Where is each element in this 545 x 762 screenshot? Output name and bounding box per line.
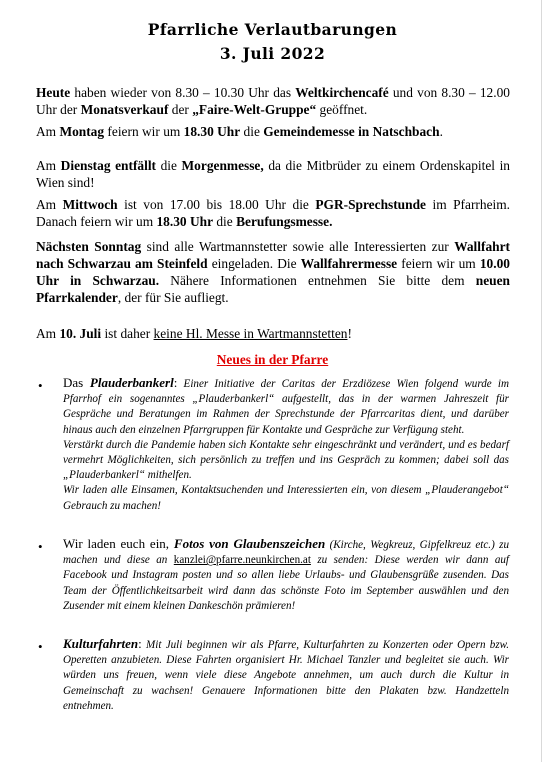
bullet-icon: • [38, 539, 43, 554]
text-bold: Berufungsmesse. [236, 214, 333, 229]
text: Am [36, 197, 63, 212]
text: Das [63, 375, 90, 390]
paragraph-wallfahrt [36, 238, 510, 306]
text-bold: Plauderbankerl [89, 375, 174, 390]
text: eingeladen. Die [207, 256, 301, 271]
text-bold: 10.00 Uhr in Schwarzau. [36, 256, 510, 288]
text: Am [36, 326, 60, 341]
section-heading: Neues in der Pfarre [216, 352, 329, 367]
text: : [173, 375, 178, 390]
text-bold: Nächsten Sonntag [36, 239, 142, 254]
text-bold: neuen Pfarrkalender [36, 273, 510, 305]
text: Wir laden euch ein, [63, 536, 174, 551]
text-bold: Wallfahrt nach Schwarzau am Steinfeld [36, 239, 510, 271]
text: und von 8.30 – 12.00 Uhr der [36, 85, 510, 117]
text: Einer Initiative der Caritas der Erzdiözese Wien folgend wurde im Pfarrhof ein sogenanntes „Plauderbankerl“ aufgestellt, das in der warmen Jahreszeit für Gespräche und Beratungen im Rahmen der Sprechstunde der Pfarrcaritas dient, und darüber hinaus auch den einzelnen Pfarrgruppen für Kontakte und Gespräche zur Verfügung steht. [63, 378, 510, 436]
text-bold: Monatsverkauf [80, 102, 169, 117]
text: ist von 17.00 bis 18.00 Uhr die [117, 197, 316, 212]
text: die [240, 124, 264, 139]
text: die [156, 158, 182, 173]
document-title: Pfarrliche Verlautbarungen [147, 20, 398, 39]
paragraph-weltkirchencafe [36, 84, 510, 118]
text-bold: Mittwoch [62, 197, 118, 212]
text: feiern wir um [397, 256, 480, 271]
bullet-icon: • [38, 378, 43, 393]
text-bold: „Faire-Welt-Gruppe“ [192, 102, 317, 117]
text: Am [36, 158, 61, 173]
text: Wir laden alle Einsamen, Kontaktsuchenden und Interessierten ein, von diesem „Plauderangebot“ Gebrauch zu machen! [63, 484, 509, 512]
list-item-glaubenszeichen [63, 536, 509, 614]
text-bold: Fotos von Glaubenszeichen [173, 536, 326, 551]
text-bold: 10. Juli [59, 326, 102, 341]
text: die [213, 214, 237, 229]
text-bold: Morgenmesse, [181, 158, 264, 173]
text: der [168, 102, 193, 117]
text: ist daher [101, 326, 154, 341]
text-underlined: keine Hl. Messe in Wartmannstetten [153, 326, 348, 341]
list-item-plauderbankerl [63, 375, 509, 514]
text-bold: Gemeindemesse in Natschbach [263, 124, 440, 139]
text: zu machen und diese an [63, 539, 510, 567]
text-bold: 18.30 Uhr [156, 214, 214, 229]
text-bold: Kulturfahrten [63, 636, 139, 651]
text: . [439, 124, 443, 139]
text-bold: Weltkirchencafé [295, 85, 389, 100]
bullet-icon: • [38, 639, 43, 654]
page-edge [541, 0, 542, 762]
text-bold: Montag [59, 124, 105, 139]
text: Am [36, 124, 60, 139]
text: sind alle Wartmannstetter sowie alle Interessierten zur [141, 239, 455, 254]
list-item-kulturfahrten [63, 636, 509, 714]
text-bold: Heute [36, 85, 71, 100]
text: Mit Juli beginnen wir als Pfarre, Kulturfahrten zu Konzerten oder Opern bzw. Operetten anzubieten. Diese Fahrten organisiert Hr. Michael Tanzler und begleitet sie auch. Wir würden uns freuen, wenn viele diese Angebote annehmen, um auch durch die Kultur in Gemeinschaft zu wachsen! Genauere Informationen bitte den Plakaten bzw. Handzetteln entnehmen. [63, 639, 509, 712]
text-bold: Dienstag entfällt [60, 158, 157, 173]
text: feiern wir um [104, 124, 184, 139]
paragraph-montag [36, 123, 510, 140]
text: (Kirche, Wegkreuz, Gipfelkreuz etc.) [325, 539, 495, 551]
paragraph-keine-messe [36, 325, 510, 342]
paragraph-mittwoch [36, 196, 510, 230]
text: : [138, 636, 142, 651]
text: Verstärkt durch die Pandemie haben sich Kontakte sehr eingeschränkt und verändert, und es bedarf vermehrt Möglichkeiten, sich persönlich zu treffen und ins Gespräch zu kommen; dabei soll das „Plauderbankerl“ mithelfen. [63, 438, 509, 482]
text-bold: Wallfahrermesse [300, 256, 398, 271]
text: da die Mitbrüder zu einem Ordenskapitel in Wien sind! [36, 158, 510, 190]
text: geöffnet. [316, 102, 368, 117]
email-link[interactable]: kanzlei@pfarre.neunkirchen.at [173, 554, 311, 567]
text: Nähere Informationen entnehmen Sie bitte dem [159, 273, 476, 288]
text: ! [347, 326, 352, 341]
text-bold: 18.30 Uhr [183, 124, 241, 139]
text-bold: PGR-Sprechstunde [315, 197, 426, 212]
text: , der für Sie aufliegt. [117, 290, 229, 305]
document-date: 3. Juli 2022 [219, 44, 326, 63]
text: zu senden: Diese werden wir dann auf Facebook und Instagram posten und so allen liebe Urlaubs- und Glaubensgrüße zusenden. Das Team der Öffentlichkeitsarbeit wird dann das schönste Foto im September auswählen und den Zusender mit einem kleinen Dankeschön prämieren! [63, 554, 510, 612]
paragraph-dienstag [36, 157, 510, 191]
text: im Pfarrheim. Danach feiern wir um [36, 197, 510, 229]
text: haben wieder von 8.30 – 10.30 Uhr das [70, 85, 296, 100]
